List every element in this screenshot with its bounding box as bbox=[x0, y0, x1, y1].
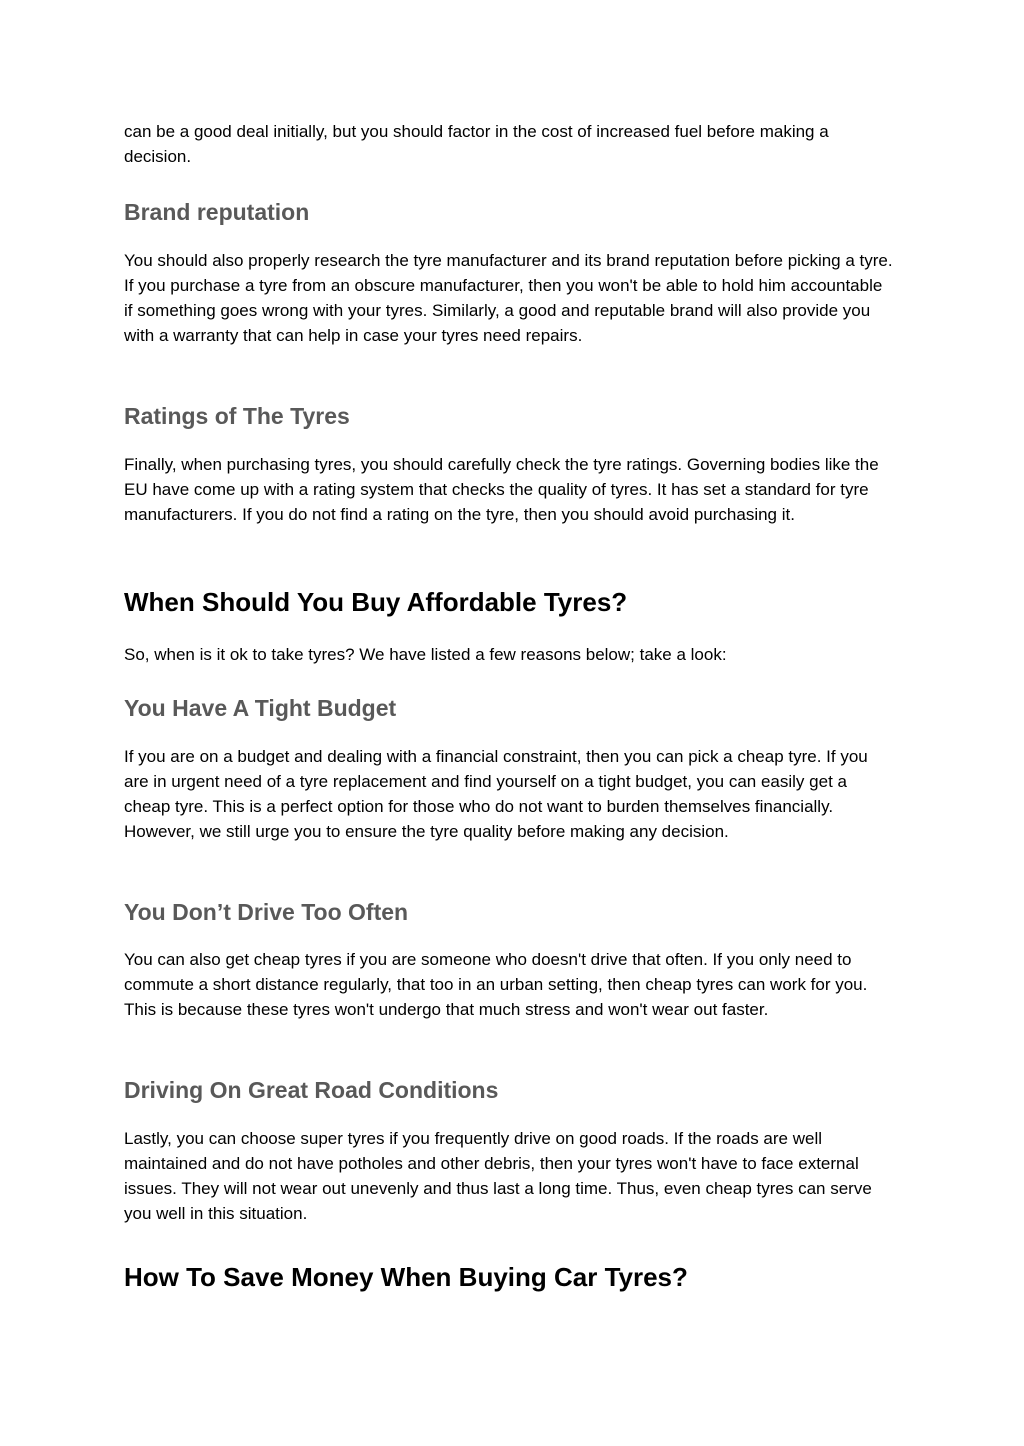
heading-when-should-you-buy: When Should You Buy Affordable Tyres? bbox=[124, 587, 628, 617]
intro-tail-paragraph: can be a good deal initially, but you should factor in the cost of increased fuel before making a decision. bbox=[124, 122, 829, 166]
paragraph-dont-drive-often: You can also get cheap tyres if you are someone who doesn't drive that often. If you only need to commute a short distance regularly, that too in an urban setting, then cheap tyres can work for you. This is because these tyres won't undergo that much stress and won't wear out faster. bbox=[124, 950, 868, 1019]
heading-how-to-save-money: How To Save Money When Buying Car Tyres? bbox=[124, 1262, 688, 1292]
heading-ratings-of-the-tyres: Ratings of The Tyres bbox=[124, 403, 350, 429]
paragraph-when-intro: So, when is it ok to take tyres? We have listed a few reasons below; take a look: bbox=[124, 645, 727, 664]
heading-brand-reputation: Brand reputation bbox=[124, 199, 310, 225]
paragraph-great-road-conditions: Lastly, you can choose super tyres if you frequently drive on good roads. If the roads are well maintained and do not have potholes and other debris, then your tyres won't have to face external issues. They will not wear out unevenly and thus last a long time. Thus, even cheap tyres can serve you well in this situation. bbox=[124, 1129, 872, 1223]
paragraph-brand-reputation: You should also properly research the tyre manufacturer and its brand reputation before picking a tyre. If you purchase a tyre from an obscure manufacturer, then you won't be able to hold him accountable if something goes wrong with your tyres. Similarly, a good and reputable brand will also provide you with a warranty that can help in case your tyres need repairs. bbox=[124, 251, 893, 345]
paragraph-tight-budget: If you are on a budget and dealing with a financial constraint, then you can pick a cheap tyre. If you are in urgent need of a tyre replacement and find yourself on a tight budget, you can easily get a cheap tyre. This is a perfect option for those who do not want to burden themselves financially. However, we still urge you to ensure the tyre quality before making any decision. bbox=[124, 747, 868, 841]
heading-tight-budget: You Have A Tight Budget bbox=[124, 695, 397, 721]
heading-great-road-conditions: Driving On Great Road Conditions bbox=[124, 1077, 499, 1103]
paragraph-ratings-of-the-tyres: Finally, when purchasing tyres, you should carefully check the tyre ratings. Governing bodies like the EU have come up with a rating system that checks the quality of tyres. It has set a standard for tyre manufacturers. If you do not find a rating on the tyre, then you should avoid purchasing it. bbox=[124, 455, 879, 524]
heading-dont-drive-often: You Don’t Drive Too Often bbox=[124, 899, 409, 925]
